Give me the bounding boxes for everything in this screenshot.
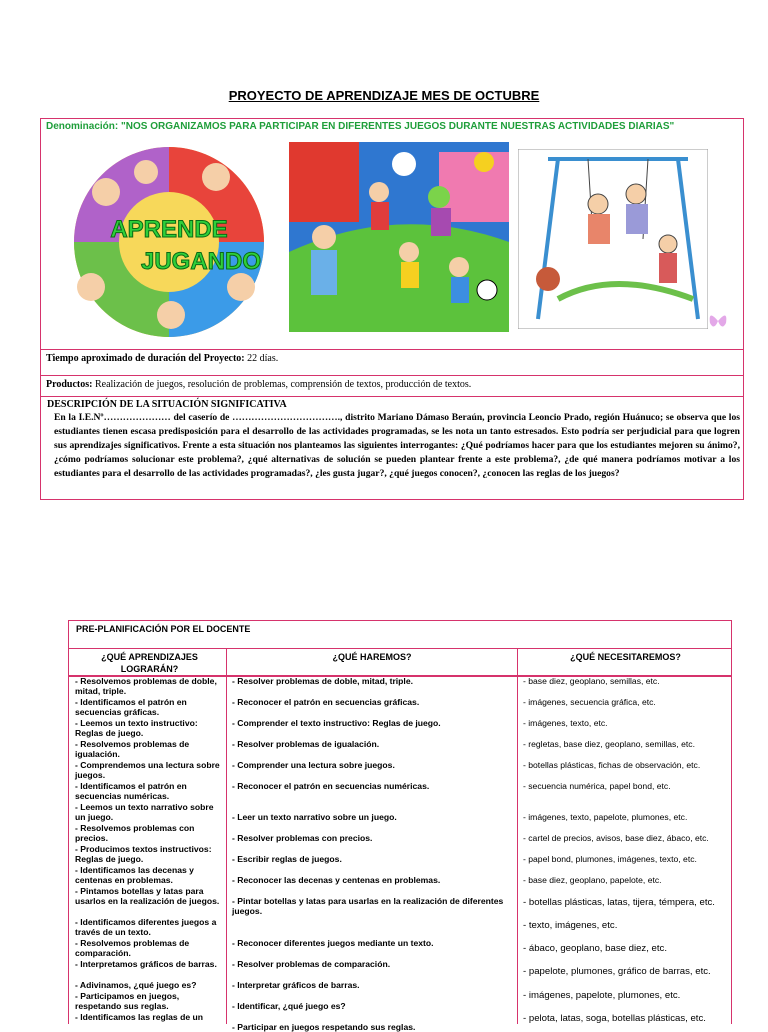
duration-row	[46, 353, 278, 364]
divider	[41, 375, 743, 376]
action-item: - Reconocer diferentes juegos mediante un texto.	[232, 938, 434, 948]
resource-item: - base diez, geoplano, papelote, etc.	[523, 875, 662, 885]
resource-item: - papel bond, plumones, imágenes, texto, etc.	[523, 854, 697, 864]
action-item: - Identificar, ¿qué juego es?	[232, 1001, 346, 1011]
action-item: - Interpretar gráficos de barras.	[232, 980, 360, 990]
aprende-jugando-illustration	[51, 137, 291, 342]
learning-item: - Interpretamos gráficos de barras.	[75, 959, 217, 969]
resource-item: - imágenes, secuencia gráfica, etc.	[523, 697, 656, 707]
learning-item: - Pintamos botellas y latas para usarlos en la realización de juegos.	[75, 886, 220, 907]
products-value: Realización de juegos, resolución de problemas, comprensión de textos, producción de textos.	[94, 379, 472, 390]
learning-item: - Identificamos diferentes juegos a través de un texto.	[75, 917, 217, 938]
children-playing-illustration	[289, 142, 509, 332]
learning-item: - Leemos un texto narrativo sobre un juego.	[75, 802, 214, 823]
divider	[69, 648, 731, 649]
action-item: - Reconocer las decenas y centenas en problemas.	[232, 875, 441, 885]
resource-item: - pelota, latas, soga, botellas plásticas, etc.	[523, 1013, 706, 1024]
butterfly-icon	[708, 309, 728, 333]
duration-value: 22 días.	[247, 353, 279, 364]
resource-item: - imágenes, papelote, plumones, etc.	[523, 990, 681, 1001]
action-item: - Comprender el texto instructivo: Reglas de juego.	[232, 718, 441, 728]
products-label: Productos:	[46, 379, 93, 390]
learning-item: - Identificamos el patrón en secuencias numéricas.	[75, 781, 187, 802]
divider	[41, 396, 743, 397]
column-header-learning: ¿QUÉ APRENDIZAJES LOGRARÁN?	[101, 652, 198, 674]
resource-item: - papelote, plumones, gráfico de barras, etc.	[523, 966, 711, 977]
learning-item: - Identificamos las reglas de un	[75, 1012, 203, 1022]
project-summary-table	[40, 118, 744, 500]
description-body: En la I.E.Nº………………… del caserío de ……………………………., distrito Mariano Dámaso Beraún, provincia Leoncio Prado, región Huánuco; se observa que los estudiantes tienen escasa predisposición para el desarrollo de las actividades programadas, se les nota un tanto estresados. Esto podría ser perjudicial para que logren sus aprendizajes significativos. Frente a esta situación nos planteamos las siguientes interrogantes: ¿Qué podríamos hacer para que los estudiantes mejoren su ánimo?, ¿cómo podríamos solucionar este problema?, ¿qué alternativas de solución se pueden plantear frente a este problema?, ¿de qué manera podríamos motivar a los estudiantes para el desarrollo de las actividades programadas?, ¿les gusta jugar?, ¿qué juegos conocen?, ¿conocen las reglas de los juegos?	[54, 412, 740, 479]
page-title: PROYECTO DE APRENDIZAJE MES DE OCTUBRE	[228, 88, 540, 103]
learning-item: - Comprendemos una lectura sobre juegos.	[75, 760, 220, 781]
resource-item: - botellas plásticas, fichas de observación, etc.	[523, 760, 701, 770]
learning-item: - Producimos textos instructivos: Reglas de juego.	[75, 844, 212, 865]
swing-set-illustration	[518, 149, 708, 329]
action-item: - Escribir reglas de juegos.	[232, 854, 342, 864]
description-heading: DESCRIPCIÓN DE LA SITUACIÓN SIGNIFICATIVA	[47, 399, 287, 410]
learning-item: - Resolvemos problemas de comparación.	[75, 938, 190, 959]
preplanning-title: PRE-PLANIFICACIÓN POR EL DOCENTE	[76, 624, 251, 634]
action-item: - Reconocer el patrón en secuencias gráficas.	[232, 697, 420, 707]
denominacion-label: Denominación:	[46, 121, 119, 132]
preplanning-table	[68, 620, 732, 1032]
resource-item: - base diez, geoplano, semillas, etc.	[523, 676, 660, 686]
duration-label: Tiempo aproximado de duración del Proyecto:	[46, 353, 245, 364]
column-divider	[517, 649, 518, 1024]
resource-item: - imágenes, texto, etc.	[523, 718, 608, 728]
action-item: - Comprender una lectura sobre juegos.	[232, 760, 395, 770]
resource-item: - cartel de precios, avisos, base diez, ábaco, etc.	[523, 833, 709, 843]
learning-item: - Adivinamos, ¿qué juego es?	[75, 980, 197, 990]
resource-item: - secuencia numérica, papel bond, etc.	[523, 781, 671, 791]
divider	[41, 349, 743, 350]
learning-item: - Participamos en juegos, respetando sus reglas.	[75, 991, 180, 1012]
resource-item: - texto, imágenes, etc.	[523, 920, 618, 931]
action-item: - Reconocer el patrón en secuencias numéricas.	[232, 781, 430, 791]
resource-item: - botellas plásticas, latas, tijera, témpera, etc.	[523, 897, 715, 908]
resource-item: - regletas, base diez, geoplano, semillas, etc.	[523, 739, 695, 749]
resource-item: - ábaco, geoplano, base diez, etc.	[523, 943, 668, 954]
logo-text-1: APRENDE	[110, 216, 228, 243]
denominacion	[46, 121, 674, 132]
column-header-needs: ¿QUÉ NECESITAREMOS?	[570, 652, 681, 662]
action-item: - Resolver problemas con precios.	[232, 833, 373, 843]
learning-item: - Resolvemos problemas de igualación.	[75, 739, 190, 760]
learning-item: - Resolvemos problemas con precios.	[75, 823, 195, 844]
action-item: - Leer un texto narrativo sobre un juego.	[232, 812, 397, 822]
resource-item: - imágenes, texto, papelote, plumones, etc.	[523, 812, 688, 822]
learning-item: - Leemos un texto instructivo: Reglas de juego.	[75, 718, 198, 739]
column-header-actions: ¿QUÉ HAREMOS?	[332, 652, 412, 662]
learning-item: - Resolvemos problemas de doble, mitad, triple.	[75, 676, 217, 697]
action-item: - Resolver problemas de comparación.	[232, 959, 391, 969]
action-item: - Pintar botellas y latas para usarlas en la realización de diferentes juegos.	[232, 896, 504, 917]
learning-item: - Identificamos el patrón en secuencias gráficas.	[75, 697, 187, 718]
action-item: - Participar en juegos respetando sus reglas.	[232, 1022, 416, 1032]
action-item: - Resolver problemas de igualación.	[232, 739, 380, 749]
logo-text-2: JUGANDO	[140, 248, 262, 275]
denominacion-value: "NOS ORGANIZAMOS PARA PARTICIPAR EN DIFERENTES JUEGOS DURANTE NUESTRAS ACTIVIDADES DIARIAS"	[121, 121, 675, 132]
learning-item: - Identificamos las decenas y centenas en problemas.	[75, 865, 194, 886]
products-row	[46, 379, 471, 390]
action-item: - Resolver problemas de doble, mitad, triple.	[232, 676, 413, 686]
column-divider	[226, 649, 227, 1024]
